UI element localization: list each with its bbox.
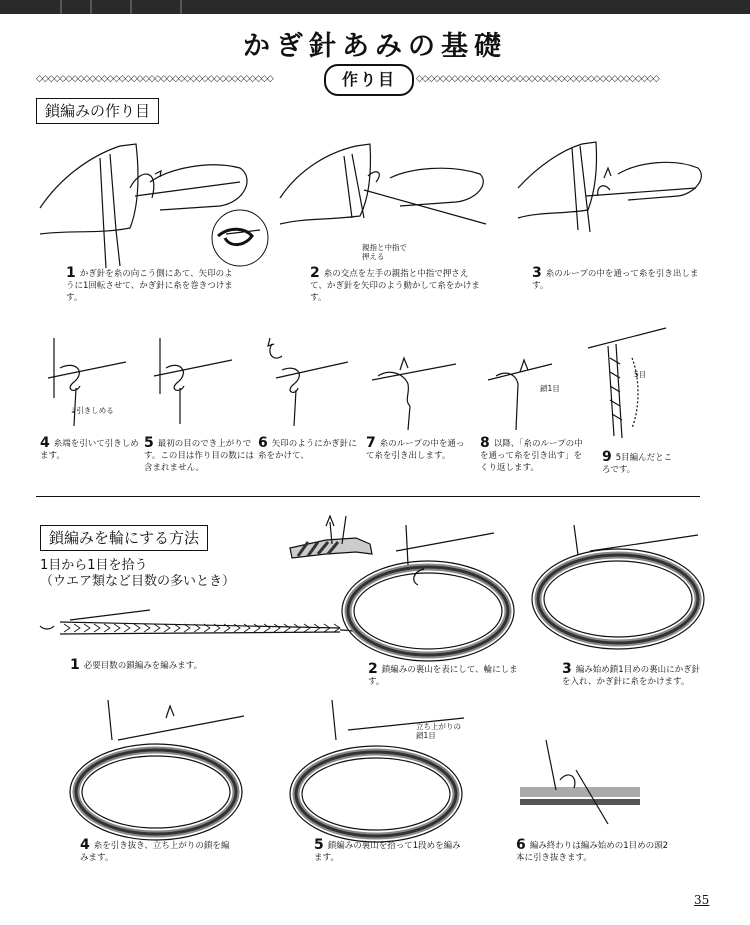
subheading-note: （ウエア類など目数の多いとき） [40,574,236,589]
step-9-note: 5目 [634,370,647,379]
ring-step-4-caption: 4 糸を引き抜き、立ち上がりの鎖を編みます。 [80,837,230,863]
ring-step-5-caption: 5 鎖編みの裏山を拾って1段めを編みます。 [314,837,461,863]
illustration-ring-step-2 [344,525,514,665]
subheading: 1目から1目を拾う [40,558,148,573]
top-bar [0,0,750,14]
subtitle-row [36,66,716,92]
step-5-caption: 5 最初の目のでき上がりです。この目は作り目の数には含まれません。 [144,435,254,473]
subtitle-badge: 作り目 [324,64,414,96]
illustration-step-6 [262,338,352,428]
page-title: かぎ針あみの基礎 [243,31,507,62]
diamond-border-left: ◇◇◇◇◇◇◇◇◇◇◇◇◇◇◇◇◇◇◇◇◇◇◇◇◇◇◇◇◇◇◇◇◇◇◇◇◇◇◇◇ [36,74,273,84]
ring-step-1-caption: 1 必要目数の鎖編みを編みます。 [70,657,203,673]
step-2-caption: 2 糸の交点を左手の親指と中指で押さえて、かぎ針を矢印のよう動かして糸をかけます。 [310,265,480,303]
ring-step-6-caption: 6 編み終わりは編み始めの1目めの頭2本に引き抜きます。 [516,837,669,863]
step-9-caption: 9 5目編んだところです。 [602,449,673,475]
illustration-ring-step-3 [534,525,704,655]
section-divider [36,496,700,497]
step-6-caption: 6 矢印のようにかぎ針に糸をかけて、 [258,435,357,461]
step-8-caption: 8 以降、「糸のループの中を通って糸を引き出す」をくり返します。 [480,435,583,473]
step-1-caption: 1 かぎ針を糸の向こう側にあて、矢印のように1回転させて、かぎ針に糸を巻きつけます。 [66,265,233,303]
illustration-ring-step-1 [40,600,370,650]
illustration-step-3 [518,138,708,238]
step-8-note: 鎖1目 [540,384,560,393]
section-heading-chain-foundation: 鎖編みの作り目 [36,98,159,124]
step-3-caption: 3 糸のループの中を通って糸を引き出します。 [532,265,699,291]
illustration-ring-step-4 [68,700,248,840]
page-number: 35 [694,893,710,907]
illustration-step-2 [280,138,490,238]
step-4-caption: 4 糸端を引いて引きしめます。 [40,435,139,461]
step-7-caption: 7 糸のループの中を通って糸を引き出します。 [366,435,465,461]
step-4-note: ⇣引きしめる [70,406,114,415]
ring-step-2-caption: 2 鎖編みの裏山を表にして、輪にします。 [368,661,518,687]
illustration-step-5 [150,338,240,428]
illustration-ring-step-6 [516,740,646,830]
illustration-step-7 [370,350,460,430]
section-heading-join-ring: 鎖編みを輪にする方法 [40,525,208,551]
illustration-ring-step-5 [288,700,468,840]
illustration-step-1 [40,138,260,268]
illustration-step-9 [588,318,668,448]
ring-step-5-note: 立ち上がりの鎖1目 [416,722,461,740]
diamond-border-right: ◇◇◇◇◇◇◇◇◇◇◇◇◇◇◇◇◇◇◇◇◇◇◇◇◇◇◇◇◇◇◇◇◇◇◇◇◇◇◇◇◇ [416,74,659,84]
ring-step-3-caption: 3 編み始め鎖1目めの裏山にかぎ針を入れ、かぎ針に糸をかけます。 [562,661,701,687]
step-2-note: 親指と中指で押える [362,243,407,261]
